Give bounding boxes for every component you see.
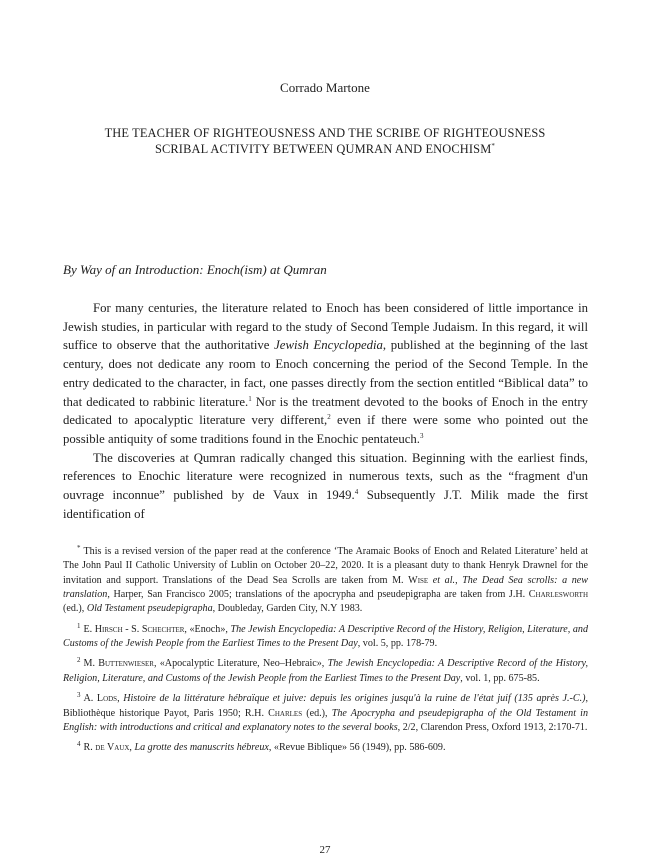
footnote-4: $^4$ R. de Vaux, La grotte des manuscrits hébreux, «Revue Biblique» 56 (1949), pp. 586-609. (77, 740, 446, 754)
footnote-ref-4[interactable]: 4 (354, 488, 359, 497)
footnote-2: $^2$ M. Buttenwieser, «Apocalyptic Literature, Neo–Hebraic», The Jewish Encyclopedia: A Descriptive Record of the History, Religion, Literature, and Customs of the Jewish People from the Earliest Times to the Present Day, vol. 1, pp. 675-85. (63, 656, 588, 684)
title-line-2: SCRIBAL ACTIVITY BETWEEN QUMRAN AND ENOCHISM* (154, 142, 496, 156)
footnote-ref-1[interactable]: 1 (248, 394, 252, 403)
paper-title (70, 125, 580, 157)
footnotes (63, 545, 588, 762)
section-heading: By Way of an Introduction: Enoch(ism) at Qumran (63, 262, 327, 277)
paragraph-1: For many centuries, the literature related to Enoch has been considered of little importance in Jewish studies, in particular with regard to the study of Second Temple Judaism. In this regard, it will suffice to observe that the authoritative Jewish Encyclopedia, published at the beginning of the last century, does not dedicate any room to Enoch concerning the period of the Second Temple. In the entry dedicated to the character, in fact, one passes directly from the section entitled “Biblical data” to that dedicated to rabbinic literature.$^1$ Nor is the treatment devoted to the books of Enoch in the entry dedicated to apocalyptic literature very different,$^2$ even if there were some who pointed out the possible antiquity of some traditions found in the Enochic pentateuch.$^3$ (63, 301, 589, 446)
footnote-star: * This is a revised version of the paper read at the conference ‘The Aramaic Books of Enoch and Related Literature’ held at The John Paul II Catholic University of Lublin on October 20–22, 2020. It is a pleasant duty to thank Henryk Drawnel for the invitation and support. Translations of the Dead Sea Scrolls are taken from M. Wise et al., The Dead Sea scrolls: a new translation, Harper, San Francisco 2005; translations of the apocrypha and pseudepigrapha are taken from J.H. Charlesworth (ed.), Old Testament pseudepigrapha, Doubleday, Garden City, N.Y 1983. (63, 544, 588, 615)
footnote-ref-3[interactable]: 3 (419, 431, 424, 440)
author-name: Corrado Martone (280, 80, 370, 95)
footnote-1: $^1$ E. Hirsch - S. Schechter, «Enoch», The Jewish Encyclopedia: A Descriptive Record of the History, Religion, Literature, and Customs of the Jewish People from the Earliest Times to the Present Day, vol. 5, pp. 178-79. (63, 621, 588, 649)
footnote-ref-2[interactable]: 2 (327, 413, 331, 422)
footnote-3: $^3$ A. Lods, Histoire de la littérature hébraïque et juive: depuis les origines jusqu'à la ruine de l'état juif (135 après J.-C.), Bibliothèque historique Payot, Paris 1950; R.H. Charles (ed.), The Apocrypha and pseudepigrapha of the Old Testament in English: with introductions and critical and explanatory notes to the several books, 2/2, Clarendon Press, Oxford 1913, 2:170-71. (63, 691, 589, 733)
title-line-1: THE TEACHER OF RIGHTEOUSNESS AND THE SCRIBE OF RIGHTEOUSNESS (104, 126, 546, 140)
page-number: 27 (319, 844, 331, 856)
paragraph-2: The discoveries at Qumran radically changed this situation. Beginning with the earliest finds, references to Enochic literature were recognized in numerous texts, such as the “fragment d'un ouvrage inconnue” published by de Vaux in 1949.$^4$ Subsequently J.T. Milik made the first identification of (63, 450, 589, 521)
title-footnote-mark[interactable]: * (491, 142, 496, 150)
body-text (63, 299, 588, 523)
